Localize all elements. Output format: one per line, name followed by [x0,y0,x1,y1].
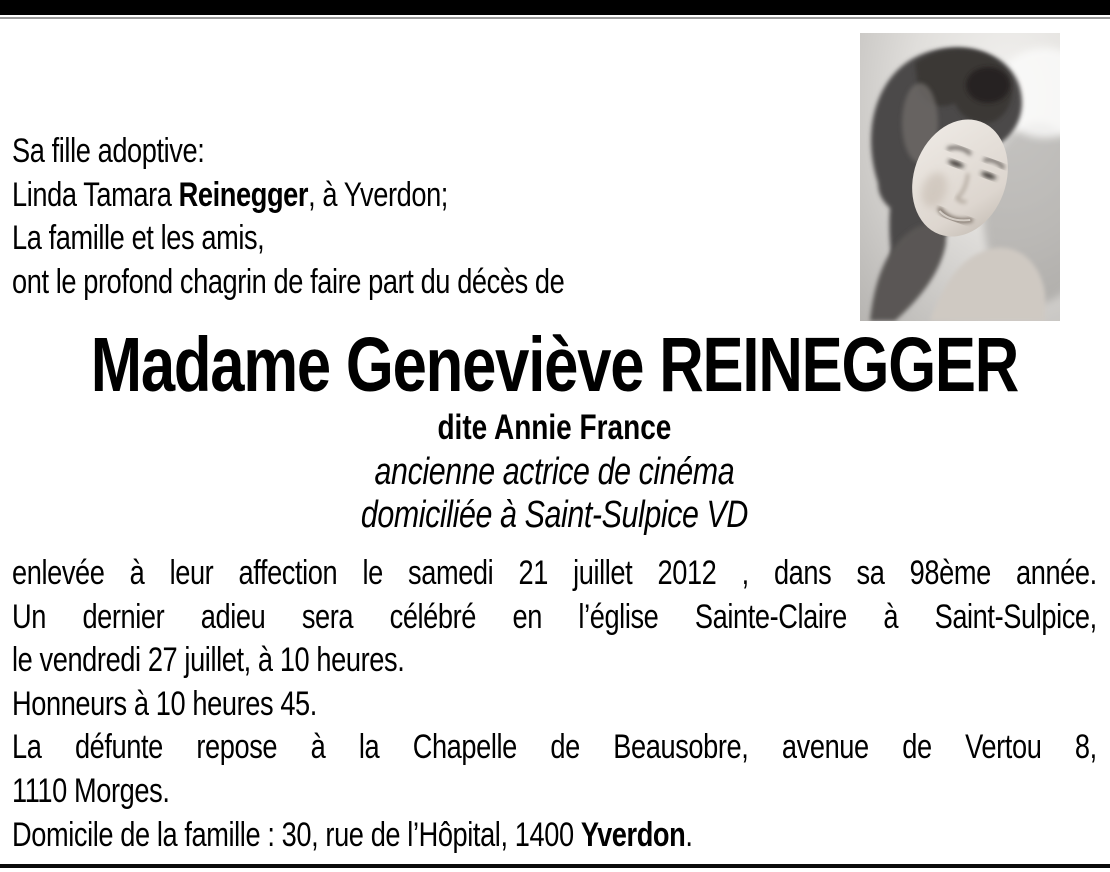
notice-text [12,0,1097,872]
bottom-border-bar [0,864,1110,868]
residence-line: domiciliée à Saint-Sulpice VD [360,494,748,536]
body-line-7: Domicile de la famille : 30, rue de l’Hôpital, 1400 Yverdon. [12,815,693,854]
opening-line-4 [12,261,564,305]
body-line-5: La défunte repose à la Chapelle de Beausobre, avenue de Vertou 8, [12,728,1097,767]
body-paragraph [12,552,1097,857]
opening-line-1-text: Sa fille adoptive: [12,132,205,170]
opening-line-4-text: ont le profond chagrin de faire part du décès de [12,262,565,301]
body-line-6: 1110 Morges. [12,771,170,810]
family-city-bold: Yverdon [580,815,686,854]
body-line-3: le vendredi 27 juillet, à 10 heures. [12,641,405,680]
profession-line: ancienne actrice de cinéma [374,451,735,493]
body-line-4: Honneurs à 10 heures 45. [12,684,317,723]
deceased-name-headline: Madame Geneviève REINEGGER [90,322,1019,408]
opening-line-1 [12,130,564,174]
opening-line-2-text: Linda Tamara [12,175,179,214]
opening-line-3 [12,217,564,261]
opening-line-2: Linda Tamara Reinegger, à Yverdon; [12,175,448,214]
body-line-2: Un dernier adieu sera célébré en l’église Sainte-Claire à Saint-Sulpice, [12,597,1097,636]
family-name-bold: Reinegger [178,175,309,214]
body-line-1: enlevée à leur affection le samedi 21 juillet 2012 , dans sa 98ème année. [12,554,1097,592]
opening-paragraph [12,130,564,304]
opening-line-3-text: La famille et les amis, [12,219,265,257]
alias-line: dite Annie France [437,408,672,447]
